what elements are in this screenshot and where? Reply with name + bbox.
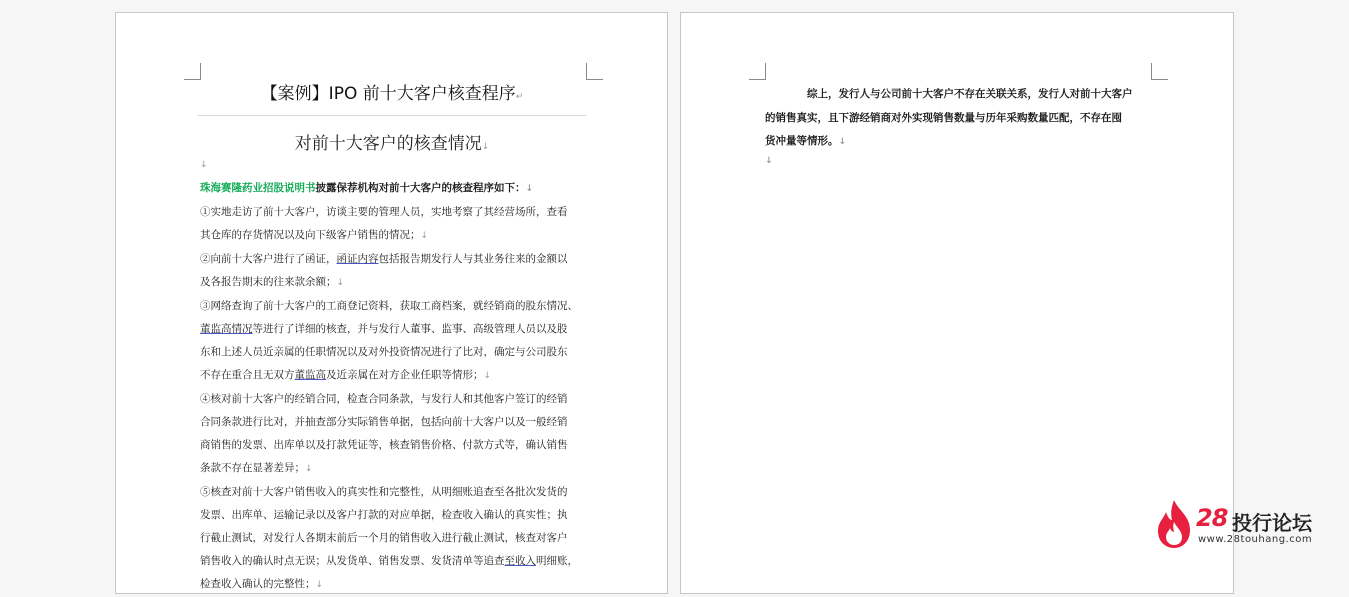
watermark-name: 投行论坛 xyxy=(1232,511,1312,535)
body-line-text: 其仓库的存货情况以及向下级客户销售的情况； xyxy=(200,229,421,241)
lead-rest-text: 披露保荐机构对前十大客户的核查程序如下： xyxy=(315,182,526,194)
body-line-text: 不存在重合且无双方 xyxy=(200,369,295,381)
grammar-underlined-text: 至收入 xyxy=(504,555,536,567)
document-page-1 xyxy=(115,12,668,594)
body-line: 发票、出库单、运输记录以及客户打款的对应单据，检查收入确认的真实性；执 xyxy=(200,509,568,521)
paragraph-mark: ↓ xyxy=(336,278,345,288)
body-line xyxy=(765,130,1157,155)
body-line-text: 货冲量等情形。 xyxy=(765,135,839,147)
paragraph-mark: ↓ xyxy=(420,231,429,241)
paragraph-mark: ↓ xyxy=(483,371,492,381)
paragraph-mark: ↓ xyxy=(200,160,208,170)
body-line xyxy=(200,550,590,573)
margin-corner-top-left xyxy=(749,63,766,80)
body-line-text: 条款不存在显著差异； xyxy=(200,462,305,474)
body-line xyxy=(200,457,590,481)
grammar-underlined-text: 董监高情况 xyxy=(200,323,253,335)
body-line: ④核对前十大客户的经销合同，检查合同条款，与发行人和其他客户签订的经销 xyxy=(200,393,568,405)
document-title[interactable] xyxy=(198,129,586,154)
margin-corner-top-left xyxy=(184,63,201,80)
body-line: ⑤核查对前十大客户销售收入的真实性和完整性，从明细账追查至各批次发货的 xyxy=(200,486,568,498)
body-line: ①实地走访了前十大客户，访谈主要的管理人员，实地考察了其经营场所，查看 xyxy=(200,206,568,218)
return-mark: ↵ xyxy=(515,92,524,102)
page-header-title[interactable] xyxy=(198,79,586,104)
paragraph-mark: ↓ xyxy=(315,580,324,590)
watermark-logo xyxy=(1154,496,1329,552)
header-separator xyxy=(198,115,586,116)
body-line-text: 明细账， xyxy=(536,555,578,567)
body-line: 的销售真实，且下游经销商对外实现销售数量与历年采购数量匹配，不存在囤 xyxy=(765,111,1122,124)
body-line: ③网络查询了前十大客户的工商登记资料，获取工商档案，就经销商的股东情况、 xyxy=(200,300,578,312)
body-line-text: ②向前十大客户进行了函证， xyxy=(200,253,337,265)
grammar-underlined-text: 函证内容 xyxy=(336,253,379,265)
body-line: 商销售的发票、出库单以及打款凭证等，核查销售价格、付款方式等，确认销售 xyxy=(200,439,568,451)
paragraph-mark: ↓ xyxy=(765,155,773,166)
body-line-text: 及近亲属在对方企业任职等情形； xyxy=(326,369,484,381)
body-line-text: 销售收入的确认时点无误；从发货单、销售发票、发货清单等追查 xyxy=(200,555,505,567)
margin-corner-top-right xyxy=(586,63,603,80)
lead-paragraph xyxy=(200,177,590,201)
body-line-text: 等进行了详细的核查，并与发行人董事、监事、高级管理人员以及股 xyxy=(252,323,568,335)
body-line: 行截止测试，对发行人各期末前后一个月的销售收入进行截止测试，核查对客户 xyxy=(200,532,568,544)
header-title-text: 【案例】IPO 前十大客户核查程序 xyxy=(260,84,516,104)
watermark-url: www.28touhang.com xyxy=(1198,534,1313,545)
body-line xyxy=(200,364,590,388)
conclusion-paragraph[interactable] xyxy=(765,83,1157,166)
body-line xyxy=(200,224,590,248)
body-line xyxy=(200,271,590,295)
empty-paragraph xyxy=(200,153,590,177)
body-line: 东和上述人员近亲属的任职情况以及对外投资情况进行了比对，确定与公司股东 xyxy=(200,346,568,358)
watermark-number: 28 xyxy=(1196,504,1228,532)
body-line xyxy=(200,318,590,341)
lead-green-text: 珠海赛隆药业招股说明书 xyxy=(200,182,316,194)
body-line: 综上，发行人与公司前十大客户不存在关联关系，发行人对前十大客户 xyxy=(807,88,1133,100)
body-line-text: 检查收入确认的完整性； xyxy=(200,578,316,590)
empty-paragraph xyxy=(765,155,1157,166)
document-title-text: 对前十大客户的核查情况 xyxy=(294,134,482,154)
body-line-text: 包括报告期发行人与其业务往来的金额以 xyxy=(378,253,568,265)
paragraph-mark: ↓ xyxy=(838,137,847,147)
flame-icon xyxy=(1154,498,1194,550)
body-line xyxy=(200,573,590,597)
grammar-underlined-text: 董监高 xyxy=(294,369,326,381)
paragraph-mark: ↓ xyxy=(481,142,490,152)
body-line: 合同条款进行比对，并抽查部分实际销售单据，包括向前十大客户以及一般经销 xyxy=(200,416,568,428)
body-line-text: 及各报告期末的往来款余额； xyxy=(200,276,337,288)
paragraph-mark: ↓ xyxy=(305,464,313,474)
paragraph-mark: ↓ xyxy=(525,184,534,194)
document-page-2 xyxy=(680,12,1234,594)
document-body[interactable] xyxy=(200,153,590,597)
margin-corner-top-right xyxy=(1151,63,1168,80)
body-line xyxy=(200,248,590,271)
